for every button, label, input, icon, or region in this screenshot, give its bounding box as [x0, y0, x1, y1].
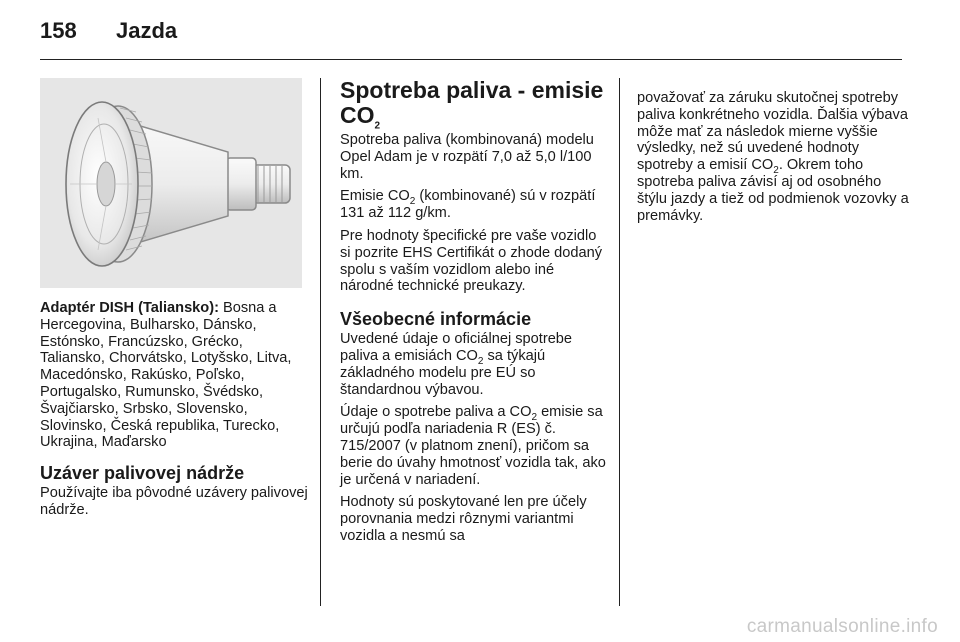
column-divider-2 — [619, 78, 620, 606]
certificate-paragraph: Pre hodnoty špecifické pre vaše vozidlo si pozrite EHS Certifikát o zhode dodaný spolu s vaším vozidlom alebo iné národné technické preukazy. — [340, 227, 603, 295]
column-middle — [340, 78, 608, 551]
section-title: Spotreba paliva - emisie $CO_2$ — [340, 77, 604, 132]
official-data-paragraph: Uvedené údaje o oficiálnej spotrebe paliva a emisiách $CO_2$ sa týkajú základného modelu pre EÚ so štandardnou výbavou. — [340, 331, 573, 398]
comparison-paragraph: Hodnoty sú poskytované len pre účely porovnania medzi rôznymi variantmi vozidla a nesmú sa — [340, 494, 587, 544]
fuel-filler-adapter-icon — [40, 78, 302, 288]
emissions-paragraph: Emisie $CO_2$ (kombinované) sú v rozpätí 131 až 112 g/km. — [340, 188, 596, 222]
fuel-adapter-figure — [40, 78, 302, 288]
fuel-cap-text: Používajte iba pôvodné uzávery palivovej nádrže. — [40, 485, 308, 518]
column-divider-1 — [320, 78, 321, 606]
page-number: 158 — [40, 18, 77, 43]
header-rule — [40, 59, 902, 60]
adapter-label: Adaptér DISH (Taliansko): — [40, 300, 219, 316]
general-info-heading: Všeobecné informácie — [340, 309, 532, 330]
column-right — [637, 90, 909, 230]
adapter-paragraph — [40, 300, 310, 451]
watermark: carmanualsonline.info — [746, 616, 938, 637]
guarantee-paragraph: považovať za záruku skutočnej spotreby paliva konkrétneho vozidla. Ďalšia výbava môže mať za následok mierne vyššie výsledky, než sú uvedené hodnoty spotreby a emisií $CO_2$. Okrem toho spotreba paliva závisí aj od osobného štýlu jazdy a tiež od podmienok vozovky a premávky. — [637, 90, 909, 224]
adapter-countries: Bosna a Hercegovina, Bulharsko, Dánsko, Estónsko, Francúzsko, Grécko, Taliansko, Chorvátsko, Lotyšsko, Litva, Macedónsko, Rakúsko, Poľsko, Portugalsko, Rumunsko, Švédsko, Švajčiarsko, Srbsko, Slovensko, Slovinsko, Česká republika, Turecko, Ukrajina, Maďarsko — [40, 300, 292, 451]
consumption-paragraph: Spotreba paliva (kombinovaná) modelu Opel Adam je v rozpätí 7,0 až 5,0 l/100 km. — [340, 132, 594, 182]
fuel-cap-heading: Uzáver palivovej nádrže — [40, 463, 245, 484]
column-left — [40, 300, 310, 525]
regulation-paragraph: Údaje o spotrebe paliva a $CO_2$ emisie sa určujú podľa nariadenia R (ES) č. 715/2007 (v platnom znení), pričom sa berie do úvahy hmotnosť vozidla tak, ako je určená v nariadení. — [340, 404, 606, 488]
chapter-title: Jazda — [116, 18, 178, 43]
